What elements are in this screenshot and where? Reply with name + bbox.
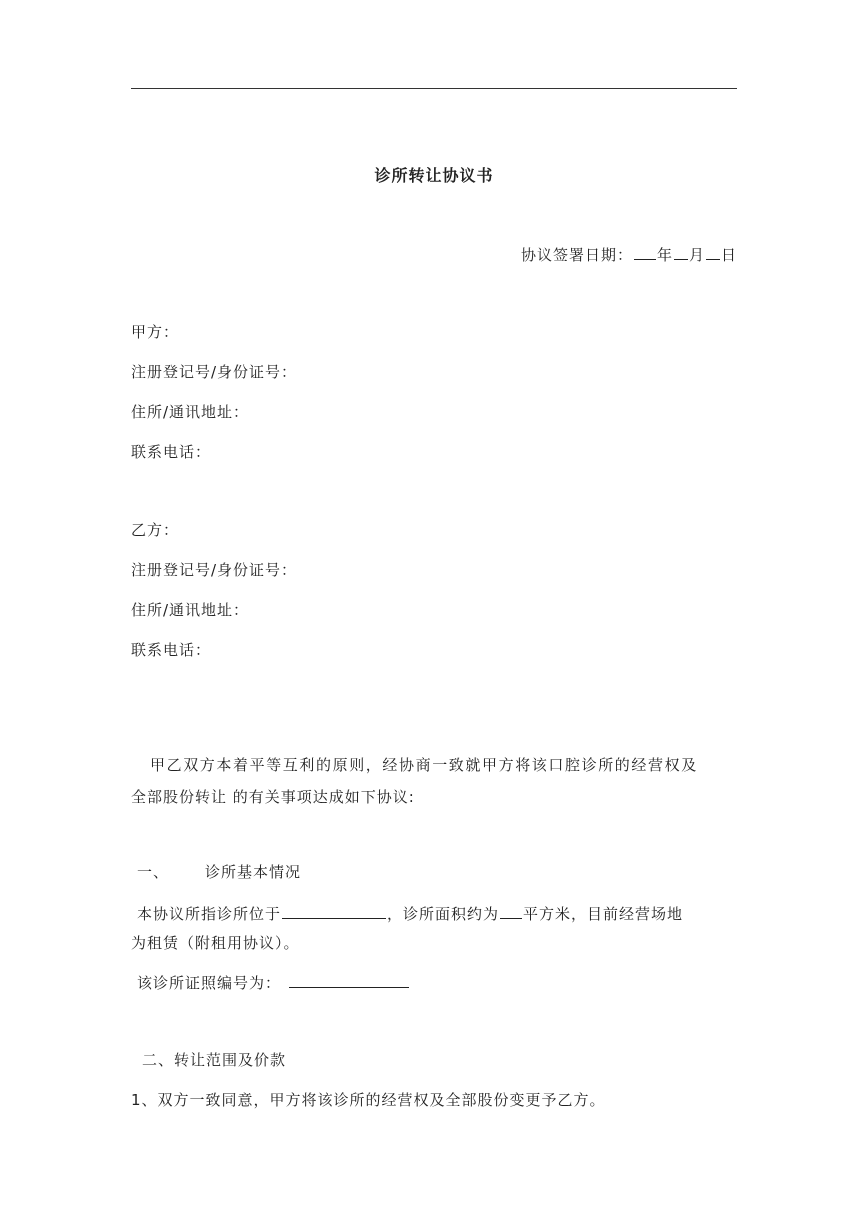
party-a-reg-no: 注册登记号/身份证号： <box>131 363 298 381</box>
date-label: 协议签署日期： <box>520 246 633 264</box>
item-1-number: 1 <box>131 1091 142 1109</box>
party-b-reg-no: 注册登记号/身份证号： <box>131 561 298 579</box>
license-blank <box>289 972 409 988</box>
header-rule <box>131 88 737 89</box>
area-unit-text: 平方米，目前经营场地 <box>523 905 684 923</box>
location-text: 本协议所指诊所位于 <box>137 905 282 923</box>
month-label: 月 <box>688 246 705 264</box>
section-2-heading: 二、转让范围及价款 <box>142 1051 287 1069</box>
month-blank <box>674 244 688 260</box>
section-1-title: 诊所基本情况 <box>205 863 302 881</box>
license-label: 该诊所证照编号为： <box>137 974 282 992</box>
year-label: 年 <box>656 246 673 264</box>
area-blank <box>500 903 522 919</box>
section-2-item-1 <box>131 1090 606 1110</box>
section-1-heading <box>137 862 301 882</box>
party-a-phone: 联系电话： <box>131 443 212 461</box>
intro-line-2: 全部股份转让 的有关事项达成如下协议: <box>131 788 415 806</box>
party-b-address: 住所/通讯地址： <box>131 601 250 619</box>
section-1-number: 一、 <box>137 863 170 881</box>
year-blank <box>634 244 656 260</box>
intro-line-1: 甲乙双方本着平等互利的原则，经协商一致就甲方将该口腔诊所的经营权及 <box>150 756 698 774</box>
party-b-name: 乙方： <box>131 521 180 539</box>
document-title: 诊所转让协议书 <box>374 166 494 185</box>
item-1-text: 、双方一致同意，甲方将该诊所的经营权及全部股份变更予乙方。 <box>141 1091 606 1109</box>
location-blank <box>282 903 386 919</box>
party-a-name: 甲方： <box>131 323 180 341</box>
signing-date <box>521 244 737 265</box>
section-1-lease-line: 为租赁（附租用协议）。 <box>131 934 300 952</box>
day-label: 日 <box>720 246 737 264</box>
party-b-phone: 联系电话： <box>131 641 212 659</box>
party-a-address: 住所/通讯地址： <box>131 403 250 421</box>
section-1-location-line <box>137 903 683 924</box>
day-blank <box>706 244 720 260</box>
area-text: ，诊所面积约为 <box>387 905 500 923</box>
license-number-line <box>137 972 410 993</box>
